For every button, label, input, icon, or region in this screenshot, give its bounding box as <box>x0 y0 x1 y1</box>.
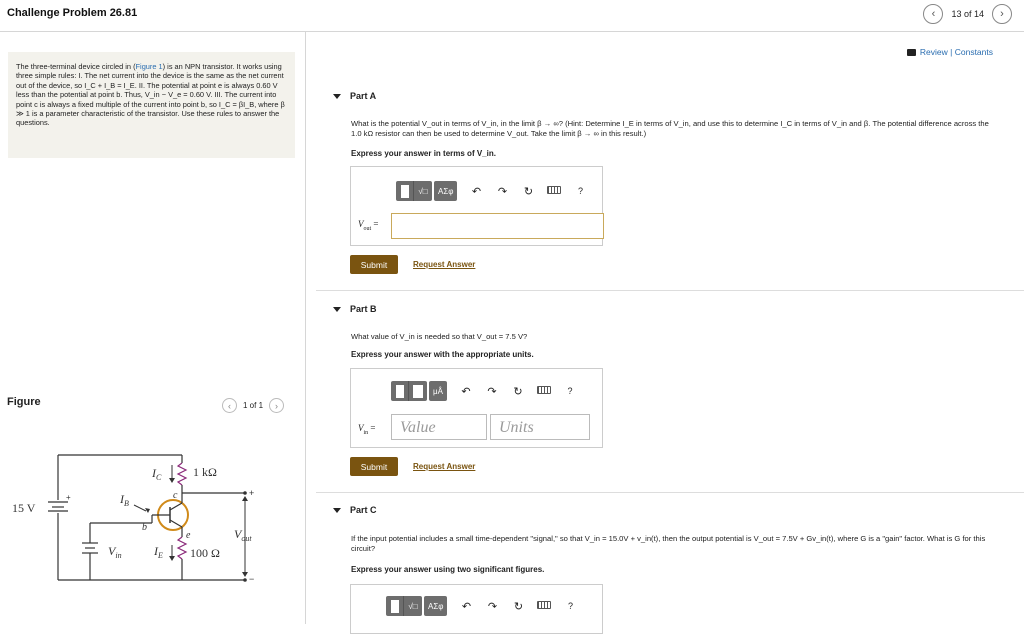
value-box-icon <box>396 385 404 398</box>
reset-icon[interactable]: ↻ <box>513 600 524 613</box>
help-button[interactable]: ? <box>567 601 573 611</box>
svg-text:IC <box>151 466 162 482</box>
intro-text-start: The three-terminal device circled in ( <box>16 62 136 71</box>
part-a-var-eq: = <box>371 219 379 229</box>
part-b-request-answer-link[interactable]: Request Answer <box>413 462 476 471</box>
circuit-diagram <box>12 445 270 595</box>
redo-icon[interactable]: ↷ <box>487 385 497 398</box>
part-a-question: What is the potential V_out in terms of V_in, in the limit β → ∞? (Hint: Determine I_E in terms of V_in, and use this to determine I_C in terms of V_in and β. The potential difference across the 1.0 kΩ resistor can then be used to determine V_out. Take the limit β → ∞ in this result.) <box>351 119 989 138</box>
node-c: c <box>173 490 178 501</box>
part-a-var-sub: out <box>363 225 372 232</box>
units-template-button[interactable] <box>409 381 427 401</box>
value-template-button[interactable] <box>391 381 409 401</box>
next-figure-button[interactable] <box>269 398 284 413</box>
battery-15v <box>48 502 68 511</box>
redo-icon[interactable]: ↷ <box>497 185 508 198</box>
chevron-right-icon: › <box>1000 8 1004 20</box>
ic-label: I <box>152 466 156 480</box>
part-b-header[interactable] <box>333 304 377 314</box>
part-a-request-answer-link[interactable]: Request Answer <box>413 260 476 269</box>
node-e: e <box>186 530 191 541</box>
keyboard-icon[interactable] <box>547 185 561 197</box>
chevron-left-icon: ‹ <box>228 400 231 411</box>
fraction-icon <box>401 185 409 198</box>
part-a-var: V <box>358 219 364 229</box>
ie-sub: E <box>158 551 163 560</box>
greek-button[interactable]: ΑΣφ <box>438 186 454 196</box>
keyboard-icon[interactable] <box>537 600 551 612</box>
redo-icon[interactable]: ↷ <box>487 600 498 613</box>
part-a-express: Express your answer in terms of V_in. <box>351 149 496 158</box>
part-b-units-input[interactable]: Units <box>490 414 590 440</box>
reset-icon[interactable]: ↻ <box>523 185 534 198</box>
part-c-greek-group <box>424 596 447 616</box>
part-b-var: V <box>358 423 364 433</box>
ib-sub: B <box>124 499 129 508</box>
part-b-value-input[interactable]: Value <box>391 414 487 440</box>
part-c-express: Express your answer using two significant figures. <box>351 565 545 574</box>
part-c-label: Part C <box>350 505 377 515</box>
sqrt-template-button[interactable] <box>414 181 432 201</box>
sqrt-template-button[interactable] <box>404 596 422 616</box>
part-a-label: Part A <box>350 91 377 101</box>
reset-icon[interactable]: ↻ <box>513 385 523 398</box>
collapse-triangle-icon <box>333 307 341 312</box>
help-button[interactable]: ? <box>567 386 573 396</box>
figure-link[interactable]: Figure 1 <box>135 62 163 71</box>
undo-icon[interactable]: ↶ <box>471 185 482 198</box>
part-b-express: Express your answer with the appropriate units. <box>351 350 534 359</box>
next-problem-button[interactable] <box>992 4 1012 24</box>
part-separator <box>316 492 1024 493</box>
keyboard-icon[interactable] <box>537 385 551 397</box>
figure-pager-label: 1 of 1 <box>243 401 264 410</box>
svg-text:Vout <box>234 527 252 543</box>
vout-plus: + <box>249 488 255 498</box>
book-icon <box>907 49 916 56</box>
problem-intro <box>8 52 295 158</box>
part-b-template-group <box>391 381 427 401</box>
sqrt-icon: √□ <box>408 601 418 611</box>
collapse-triangle-icon <box>333 508 341 513</box>
ie-label: I <box>154 544 158 558</box>
chevron-right-icon: › <box>275 400 279 411</box>
part-b-var-sub: in <box>363 429 369 436</box>
part-a-greek-group <box>434 181 457 201</box>
r1-label: 1 kΩ <box>193 465 217 479</box>
vout-label: V <box>234 527 242 541</box>
part-b-submit-button[interactable]: Submit <box>350 457 398 476</box>
part-a-answer-input[interactable] <box>391 213 604 239</box>
prev-problem-button[interactable] <box>923 4 943 24</box>
fraction-icon <box>391 600 399 613</box>
fraction-template-button[interactable] <box>396 181 414 201</box>
units-box-icon <box>413 385 423 398</box>
part-a-toolbar <box>396 181 587 201</box>
problem-pager <box>923 4 1012 24</box>
resistor-1k <box>178 463 186 485</box>
part-a-var-label <box>358 219 379 232</box>
part-b-question: What value of V_in is needed so that V_out = 7.5 V? <box>351 332 528 341</box>
chevron-left-icon: ‹ <box>931 8 936 20</box>
ib-label: I <box>120 492 124 506</box>
collapse-triangle-icon <box>333 94 341 99</box>
vout-minus: − <box>249 574 255 584</box>
vin-sub: in <box>115 551 122 560</box>
part-a-submit-button[interactable]: Submit <box>350 255 398 274</box>
figure-label: Figure <box>7 396 41 408</box>
part-b-units-group <box>429 381 447 401</box>
part-b-var-label <box>358 423 376 436</box>
svg-text:Vin <box>108 544 122 560</box>
vin-label: V <box>108 544 116 558</box>
part-c-header[interactable] <box>333 505 377 515</box>
part-b-toolbar <box>391 381 577 401</box>
problem-pager-label: 13 of 14 <box>951 9 984 19</box>
vout-sub: out <box>241 534 252 543</box>
part-c-question: If the input potential includes a small time-dependent "signal," so that V_in = 15.0V + v_in(t), then the output potential is V_out = 7.5V + Gv_in(t), where G is a "gain" factor. What is G for this circuit? <box>351 534 986 553</box>
prev-figure-button[interactable] <box>222 398 237 413</box>
intro-text-rest: ) is an NPN transistor. It works using three simple rules: I. The net current into the device is the same as the net current out of the device, so I_C + I_B = I_E. II. The potential at point e is always 0.60 V less than the potential at point b. Thus, V_in − V_e = 0.60 V. III. The current into point c is always a fixed multiple of the current into point b, so I_C = βI_B, where β ≫ 1 is a parameter characteristic of the transistor. Use these rules to answer the questions. <box>16 62 285 128</box>
part-a-template-group <box>396 181 432 201</box>
part-separator <box>316 290 1024 291</box>
sqrt-icon: √□ <box>418 186 428 196</box>
review-constants-label: Review | Constants <box>919 47 993 57</box>
r2-label: 100 Ω <box>190 546 220 560</box>
undo-icon[interactable]: ↶ <box>461 600 472 613</box>
supply-label: 15 V <box>12 501 36 515</box>
resistor-100 <box>178 537 186 559</box>
part-b-var-eq: = <box>368 423 376 433</box>
part-b-label: Part B <box>350 304 377 314</box>
svg-text:IE <box>153 544 163 560</box>
fraction-template-button[interactable] <box>386 596 404 616</box>
top-bar <box>0 0 1024 32</box>
greek-button[interactable]: ΑΣφ <box>428 601 444 611</box>
page-title: Challenge Problem 26.81 <box>7 7 138 19</box>
review-constants-link[interactable] <box>907 47 993 57</box>
part-c-toolbar <box>386 596 577 616</box>
svg-text:IB <box>119 492 129 508</box>
undo-icon[interactable]: ↶ <box>461 385 471 398</box>
help-button[interactable]: ? <box>577 186 583 196</box>
node-b: b <box>142 522 147 533</box>
part-a-header[interactable] <box>333 91 376 101</box>
units-button[interactable]: μÅ <box>433 386 443 396</box>
part-c-template-group <box>386 596 422 616</box>
column-divider <box>305 32 306 624</box>
supply-plus: + <box>66 493 71 502</box>
figure-pager <box>222 398 284 413</box>
ic-sub: C <box>156 473 162 482</box>
